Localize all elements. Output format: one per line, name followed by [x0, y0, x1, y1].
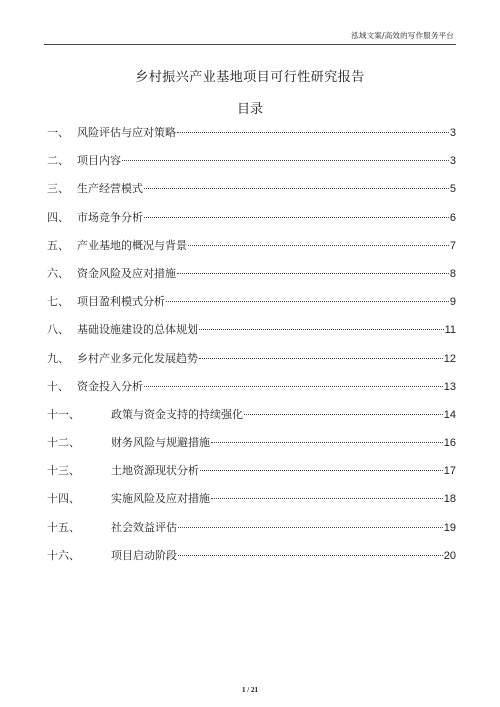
toc-dot-leader	[200, 470, 443, 471]
toc-entry-page: 19	[443, 521, 456, 534]
toc-entry-page: 14	[443, 408, 456, 421]
toc-entry-title: 生产经营模式	[77, 182, 143, 196]
toc-dot-leader	[199, 329, 444, 330]
page-number: 1 / 21	[242, 686, 258, 694]
toc-dot-leader	[178, 527, 443, 528]
toc-entry-page: 9	[449, 296, 456, 309]
toc-entry-number: 二、	[47, 154, 69, 168]
toc-entry[interactable]	[47, 490, 456, 518]
toc-entry-page: 7	[449, 239, 456, 252]
toc-dot-leader	[166, 301, 449, 302]
toc-entry-page: 18	[443, 493, 456, 506]
toc-entry-number: 七、	[47, 295, 69, 309]
toc-entry[interactable]	[47, 124, 456, 152]
toc-entry-title: 资金投入分析	[77, 379, 143, 393]
toc-entry[interactable]	[47, 519, 456, 547]
document-title: 乡村振兴产业基地项目可行性研究报告	[135, 70, 365, 85]
toc-entry-number: 一、	[47, 126, 69, 139]
toc-entry-page: 6	[449, 211, 456, 224]
toc-entry-page: 3	[449, 155, 456, 168]
toc-dot-leader	[211, 442, 443, 443]
toc-dot-leader	[188, 245, 449, 246]
toc-entry-title: 基础设施建设的总体规划	[77, 323, 198, 337]
toc-entry-page: 13	[443, 380, 456, 393]
toc-dot-leader	[178, 555, 443, 556]
header-divider	[44, 44, 456, 45]
toc-entry-number: 九、	[47, 351, 69, 365]
toc-entry-number: 十六、	[47, 548, 80, 562]
toc-entry[interactable]	[47, 462, 456, 490]
toc-dot-leader	[211, 498, 443, 499]
toc-entry-title: 产业基地的概况与背景	[77, 238, 187, 252]
toc-dot-leader	[177, 273, 449, 274]
toc-entry-title: 实施风险及应对措施	[111, 492, 210, 506]
toc-entry-number: 三、	[47, 182, 69, 196]
toc-entry-page: 3	[449, 127, 456, 139]
toc-entry[interactable]	[47, 321, 456, 349]
toc-entry[interactable]	[47, 293, 456, 321]
toc-dot-leader	[177, 132, 449, 133]
toc-dot-leader	[144, 217, 449, 218]
toc-entry-number: 四、	[47, 210, 69, 224]
toc-entry-number: 五、	[47, 238, 69, 252]
toc-entry-title: 土地资源现状分析	[111, 464, 199, 478]
toc-entry-number: 六、	[47, 266, 69, 280]
toc-entry-title: 项目内容	[77, 154, 121, 168]
toc-entry-title: 项目启动阶段	[111, 548, 177, 562]
toc-dot-leader	[122, 160, 449, 161]
toc-dot-leader	[144, 188, 449, 189]
toc-dot-leader	[199, 358, 443, 359]
toc-entry[interactable]	[47, 180, 456, 208]
toc-heading: 目录	[236, 102, 263, 117]
toc-entry-title: 社会效益评估	[111, 520, 177, 534]
toc-entry-title: 市场竞争分析	[77, 210, 143, 224]
toc-dot-leader	[244, 414, 443, 415]
toc-dot-leader	[144, 386, 443, 387]
toc-entry-title: 财务风险与规避措施	[111, 436, 210, 450]
toc-entry[interactable]	[47, 152, 456, 180]
table-of-contents	[47, 124, 456, 575]
toc-entry[interactable]	[47, 350, 456, 378]
toc-entry[interactable]	[47, 237, 456, 265]
toc-entry-title: 政策与资金支持的持续强化	[111, 407, 243, 421]
toc-entry-title: 项目盈利模式分析	[77, 295, 165, 309]
page-header: 泓域文案/高效的写作服务平台	[351, 31, 454, 40]
toc-entry-page: 20	[443, 549, 456, 562]
toc-entry[interactable]	[47, 406, 456, 434]
toc-entry[interactable]	[47, 547, 456, 575]
toc-entry-page: 8	[449, 267, 456, 280]
toc-entry-page: 12	[443, 352, 456, 365]
toc-entry-page: 5	[449, 183, 456, 196]
toc-entry-number: 十五、	[47, 520, 80, 534]
toc-entry-number: 十、	[47, 379, 69, 393]
toc-entry-page: 11	[444, 324, 456, 337]
toc-entry-number: 十四、	[47, 492, 80, 506]
toc-entry[interactable]	[47, 378, 456, 406]
toc-entry-page: 17	[443, 465, 456, 478]
toc-entry-page: 16	[443, 437, 456, 450]
toc-entry[interactable]	[47, 434, 456, 462]
toc-entry[interactable]	[47, 265, 456, 293]
toc-entry-title: 资金风险及应对措施	[77, 266, 176, 280]
toc-entry-number: 八、	[47, 323, 69, 337]
toc-entry-number: 十二、	[47, 436, 80, 450]
toc-entry-number: 十一、	[47, 407, 80, 421]
toc-entry-number: 十三、	[47, 464, 80, 478]
toc-entry-title: 乡村产业多元化发展趋势	[77, 351, 198, 365]
toc-entry-title: 风险评估与应对策略	[77, 126, 176, 139]
toc-entry[interactable]	[47, 209, 456, 237]
